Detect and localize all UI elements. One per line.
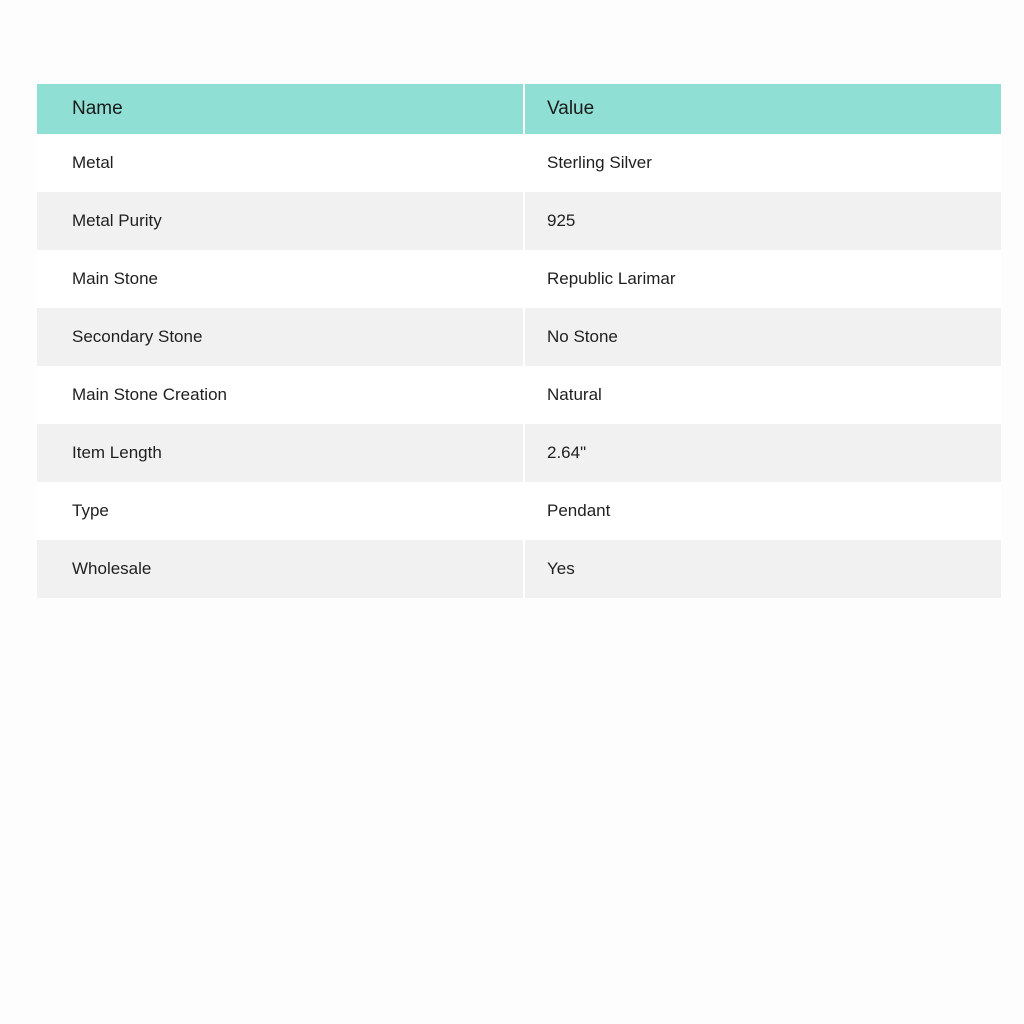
product-specifications-table xyxy=(37,84,1001,598)
cell-value: Yes xyxy=(524,540,1001,598)
column-header-name: Name xyxy=(37,84,524,134)
table-row xyxy=(37,308,1001,366)
table-body xyxy=(37,134,1001,598)
cell-name: Metal Purity xyxy=(37,192,524,250)
cell-name: Wholesale xyxy=(37,540,524,598)
table-row xyxy=(37,540,1001,598)
cell-name: Secondary Stone xyxy=(37,308,524,366)
table-header-row xyxy=(37,84,1001,134)
cell-name: Main Stone Creation xyxy=(37,366,524,424)
table-row xyxy=(37,250,1001,308)
cell-name: Item Length xyxy=(37,424,524,482)
cell-value: Pendant xyxy=(524,482,1001,540)
cell-value: Natural xyxy=(524,366,1001,424)
table-row xyxy=(37,134,1001,192)
table-header xyxy=(37,84,1001,134)
cell-value: 2.64" xyxy=(524,424,1001,482)
cell-name: Metal xyxy=(37,134,524,192)
cell-value: Republic Larimar xyxy=(524,250,1001,308)
cell-value: 925 xyxy=(524,192,1001,250)
table-row xyxy=(37,424,1001,482)
cell-name: Type xyxy=(37,482,524,540)
table-row xyxy=(37,482,1001,540)
cell-name: Main Stone xyxy=(37,250,524,308)
table-row xyxy=(37,366,1001,424)
table-row xyxy=(37,192,1001,250)
cell-value: Sterling Silver xyxy=(524,134,1001,192)
column-header-value: Value xyxy=(524,84,1001,134)
cell-value: No Stone xyxy=(524,308,1001,366)
